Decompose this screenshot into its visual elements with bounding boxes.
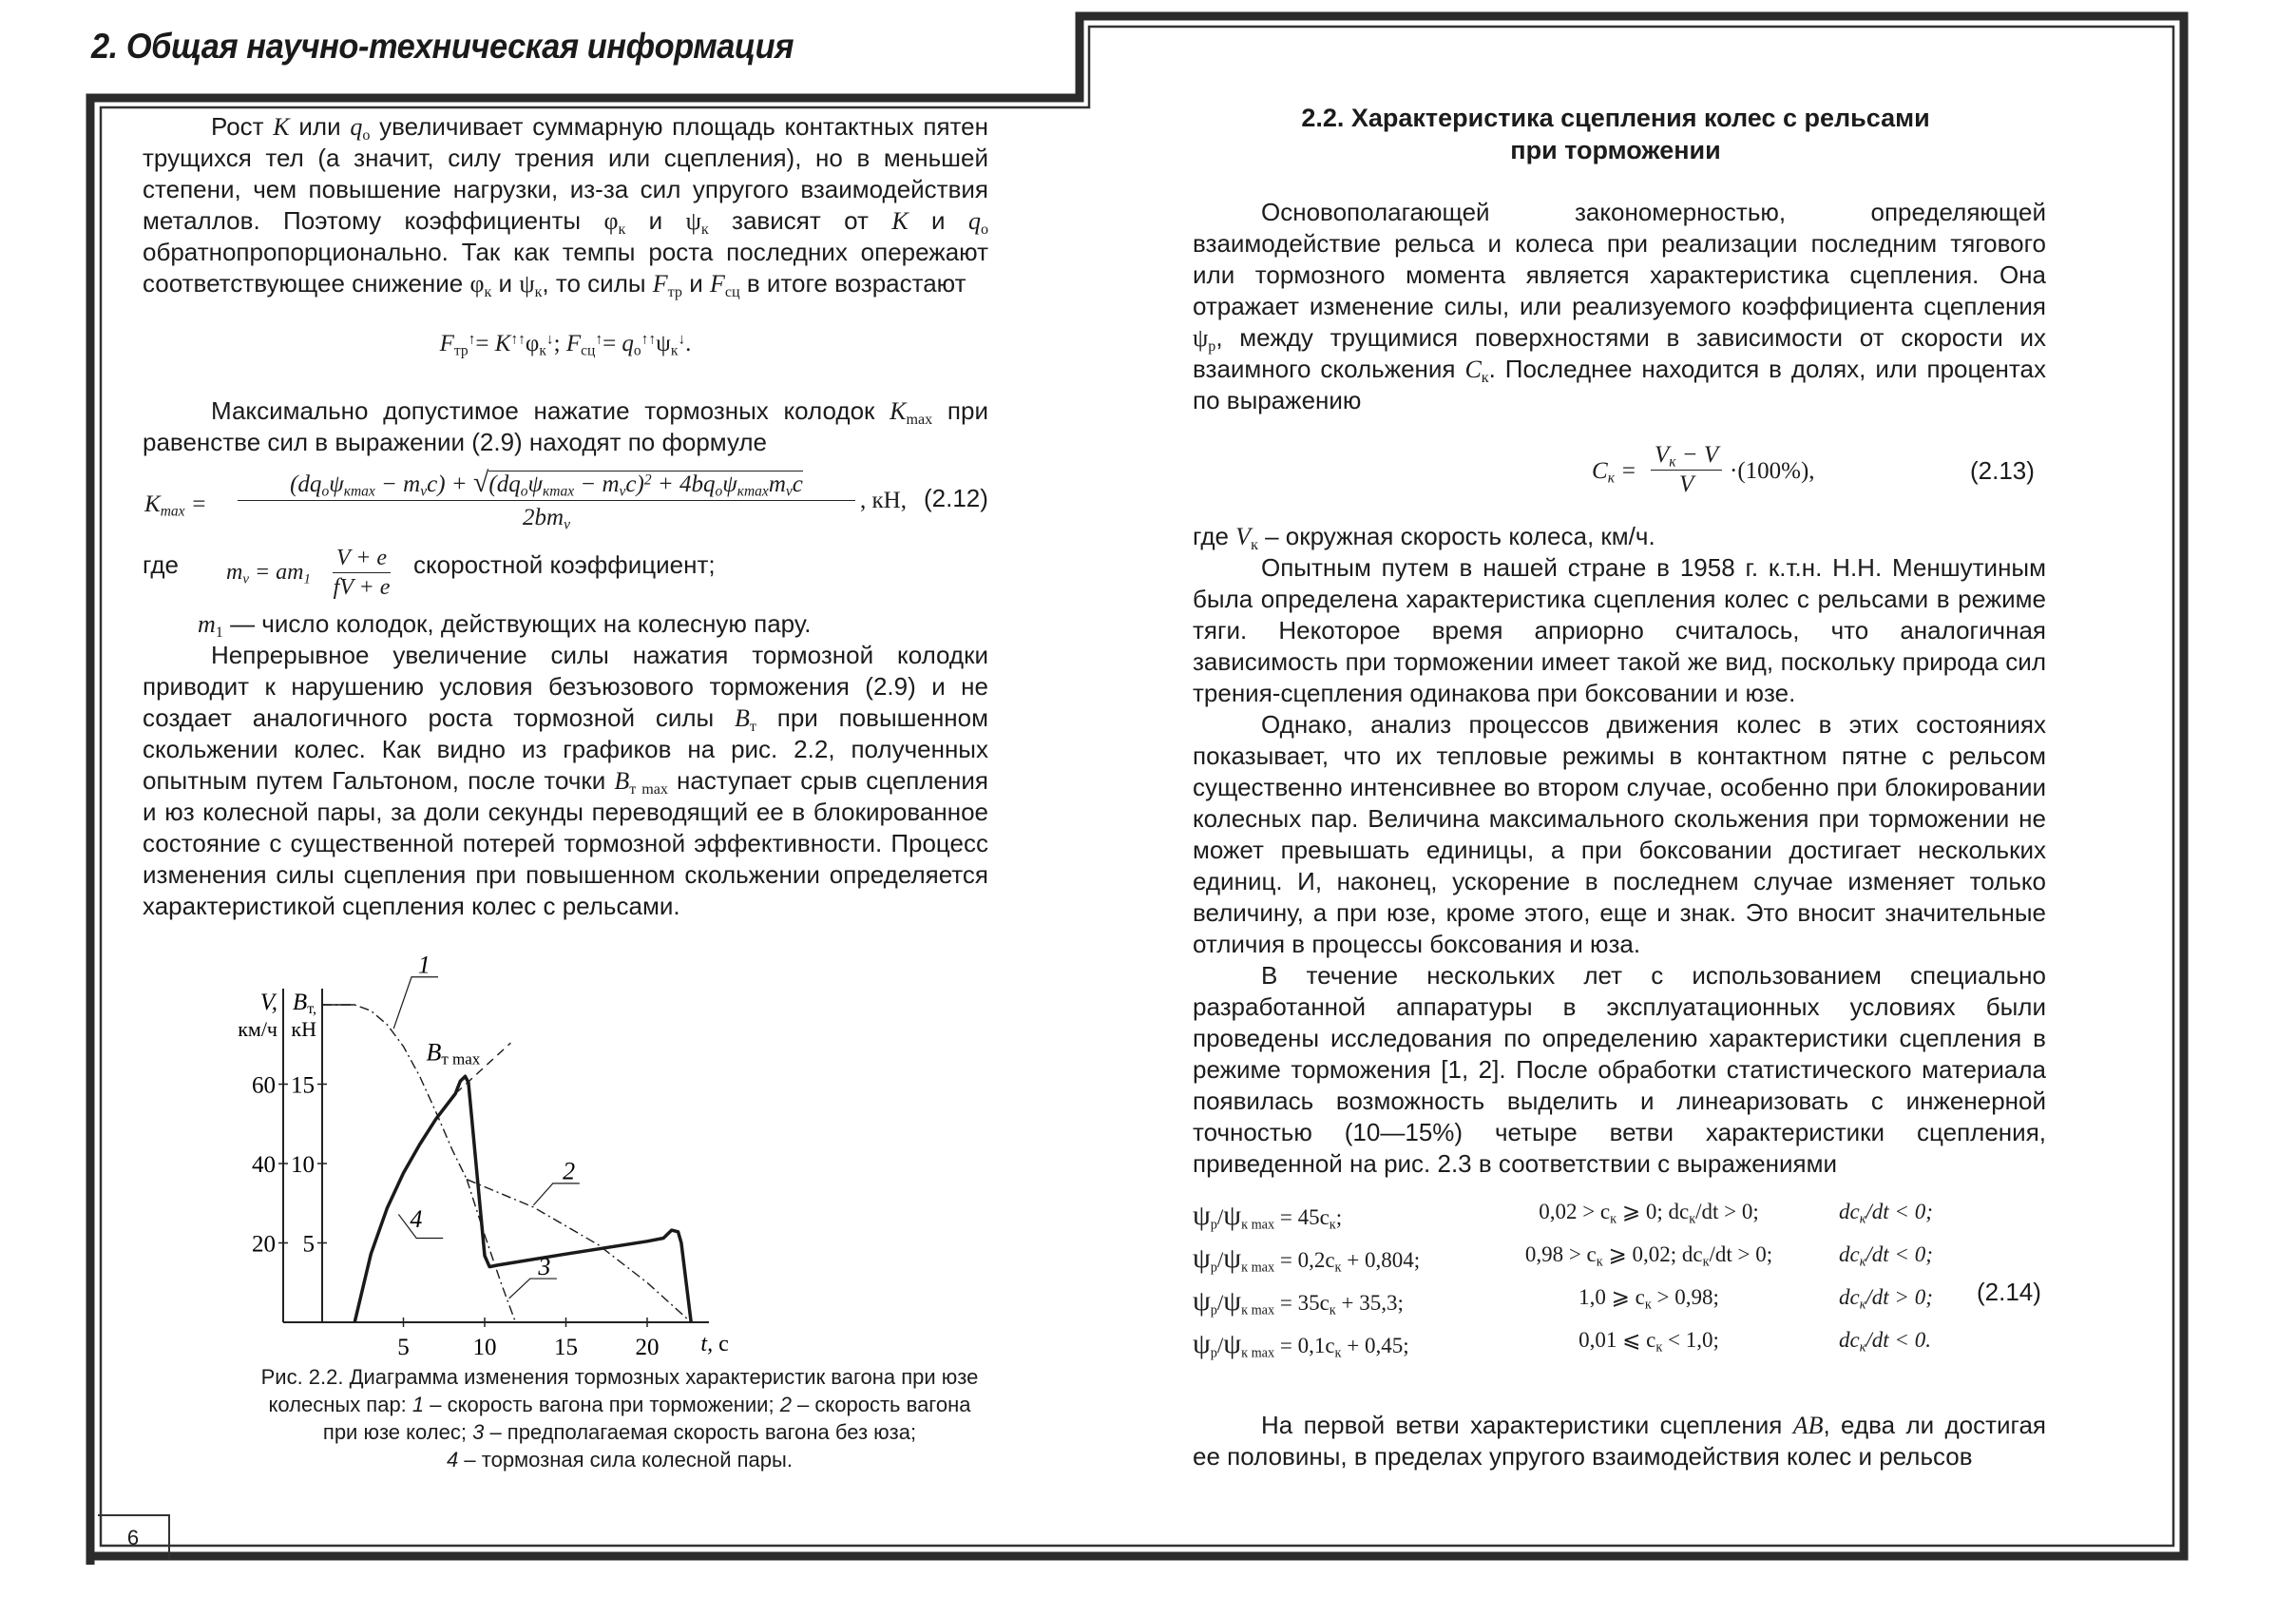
equation-lhs: $\psi_р/\psi_{к max} = 0,1c_к + 0,45$; (1193, 1328, 1409, 1361)
equation-condition: $0,98 > c_к$ ⩾ 0,02; $dc_к/dt > 0$; (1524, 1242, 1773, 1270)
equation-derivative: $dc_к/dt < 0$; (1839, 1200, 1933, 1227)
equation-derivative: $dc_к/dt < 0$; (1839, 1242, 1933, 1270)
equation-number: (2.12) (924, 484, 988, 512)
section-title-line2: при торможении (1510, 136, 1721, 164)
equation-condition: $0,02 > c_к$ ⩾ 0; $dc_к/dt > 0$; (1539, 1200, 1759, 1227)
v-tick-label: 40 (252, 1152, 276, 1178)
equation-row (1193, 1242, 2029, 1280)
paragraph: Однако, анализ процессов движения колес в этих состояниях показывает, что их тепловые режимы в контактном пятне с рельсом существенно интенсивнее во втором случае, особенно при блокировании колесных пар. Величина максимального скольжения при торможении не может превышать единицы, а при боксовании достигает нескольких единиц. И, наконец, ускорение в последнем случае изменяет только величину, а при юзе, кроме этого, еще и знак. Это вносит значительные отличия в процессы боксования и юза. (1193, 710, 2046, 958)
v-tick-label: 60 (252, 1072, 276, 1099)
mv-lhs: $m_v = am_1$ (226, 560, 311, 587)
b-axis-unit: кН (291, 1017, 316, 1041)
figure-caption: Рис. 2.2. Диаграмма изменения тормозных характеристик вагона при юзе колесных пар: 1 – скорость вагона при торможении; 2 – скорость вагона при юзе колес; 3 – предполагаемая скорость вагона без юза; 4 – тормозная сила колесной пары. (260, 1365, 979, 1472)
v-axis-unit: км/ч (238, 1017, 277, 1041)
equation-number: (2.14) (1977, 1278, 2041, 1306)
equation-row (1193, 1285, 2029, 1323)
b-tick-label: 10 (291, 1152, 315, 1178)
ck-lhs: $C_к$ = (1592, 458, 1637, 487)
b-tick-label: 5 (302, 1231, 315, 1258)
right-column-middle (1193, 521, 2046, 1180)
x-tick-label: 15 (554, 1335, 578, 1360)
equation-number: (2.13) (1970, 456, 2035, 485)
formula-forces: $F_{тр}^↑= K^{↑↑}\varphi_к^↓$; $F_{сц}^↑= q_o^{↑↑}\psi_к^↓$. (439, 331, 692, 359)
formula-mv (143, 546, 988, 608)
v-tick-label: 20 (252, 1231, 276, 1258)
ck-tail: ·(100%), (1730, 458, 1815, 484)
paragraph: Максимально допустимое нажатие тормозных колодок $K_{max}$ при равенстве сил в выражении (2.9) находят по формуле (143, 396, 988, 456)
v-axis-title: V, (259, 990, 277, 1015)
b-axis-title: Bт, (292, 990, 316, 1017)
series-1 (322, 1005, 467, 1180)
paragraph: Непрерывное увеличение силы нажатия тормозной колодки приводит к нарушению условия безъюзового торможения (2.9) и не создает аналогичного роста тормозной силы $B_т$ при повышенном скольжении колес. Как видно из графиков на рис. 2.2, полученных опытным путем Гальтоном, после точки $B_{т max}$ наступает срыв сцепления и юз колесной пары, за доли секунды переводящий ее в блокированное состояние с существенной потерей тормозной эффективности. Процесс изменения силы сцепления при повышенном скольжении определяется характеристикой сцепления колес с рельсами. (143, 641, 989, 920)
where-label: где (143, 550, 179, 579)
equation-condition: 1,0 ⩾ $c_к > 0,98$; (1578, 1285, 1719, 1313)
equation-derivative: $dc_к/dt > 0$; (1839, 1285, 1933, 1313)
series-label-1: 1 (417, 951, 430, 979)
paragraph: Рост K или $q_o$ увеличивает суммарную площадь контактных пятен трущихся тел (а значит, силу трения или сцепления), но в меньшей степени, чем повышение нагрузки, из-за сил упругого взаимодействия металлов. Поэтому коэффициенты $\varphi_к$ и $\psi_к$ зависят от K и $q_o$ обратнопропорционально. Так как темпы роста последних опережают соответствующее снижение $\varphi_к$ и $\psi_к$, то силы $F_{тр}$ и $F_{сц}$ в итоге возрастают (143, 112, 988, 300)
equation-lhs: $\psi_р/\psi_{к max} = 45c_к$; (1193, 1200, 1343, 1233)
equation-condition: 0,01 ⩽ $c_к < 1,0$; (1578, 1328, 1719, 1356)
figure-2-2-chart (228, 951, 1007, 1360)
formula-kmax (143, 466, 988, 542)
chart-axes (278, 989, 709, 1327)
formula-unit: , кН, (860, 488, 907, 513)
chapter-title: 2. Общая научно-техническая информация (91, 27, 794, 66)
equation-row (1193, 1200, 2029, 1238)
formula-lhs: $K_{max}$ = (144, 491, 207, 520)
formula-denominator: $2bm_v$ (523, 505, 570, 533)
right-column-top (1193, 197, 2046, 416)
series-label-4: 4 (410, 1204, 423, 1233)
btmax-annotation: Bт max (426, 1038, 481, 1068)
paragraph: Опытным путем в нашей стране в 1958 г. к.т.н. Н.Н. Меншутиным была определена характеристика сцепления колес с рельсами в режиме тяги. Некоторое время априорно считалось, что аналогичная зависимость при торможении имеет такой же вид, поскольку природа сил трения-сцепления одинакова при боксовании и юзе. (1193, 553, 2046, 707)
t-axis-title: t, c (700, 1332, 729, 1356)
equation-lhs: $\psi_р/\psi_{к max} = 35c_к + 35,3$; (1193, 1285, 1404, 1318)
paragraph: В течение нескольких лет с использованием специально разработанной аппаратуры в эксплуатационных условиях были проведены исследования по определению характеристики сцепления в режиме торможения [1, 2]. После обработки статистического материала появилась возможность выделить и линеаризовать с инженерной точностью (10—15%) четыре ветви характеристики сцепления, приведенной на рис. 2.3 в соответствии с выражениями (1193, 961, 2046, 1178)
mv-description: скоростной коэффициент; (413, 550, 716, 579)
b-tick-label: 15 (291, 1072, 315, 1099)
leader-line-3 (509, 1279, 557, 1299)
right-column-bottom (1193, 1410, 2046, 1472)
section-title (1226, 102, 2005, 166)
x-tick-label: 10 (472, 1335, 497, 1360)
m1-definition: $m_1$ — число колодок, действующих на колесную пару. (198, 609, 812, 641)
equation-lhs: $\psi_р/\psi_{к max} = 0,2c_к + 0,804$; (1193, 1242, 1421, 1276)
chart-labels (238, 952, 729, 1360)
paragraph: На первой ветви характеристики сцепления AB, едва ли достигая ее половины, в пределах упругого взаимодействия колес и рельсов (1193, 1411, 2046, 1471)
left-column (143, 111, 988, 922)
series-label-2: 2 (563, 1157, 576, 1185)
chart-series (322, 1005, 691, 1322)
mv-fraction: $\frac{V + e}{fV + e}$ (333, 546, 391, 600)
x-tick-label: 20 (635, 1335, 660, 1360)
section-title-line1: 2.2. Характеристика сцепления колес с рельсами (1301, 104, 1930, 132)
paragraph: Основополагающей закономерностью, определяющей взаимодействие рельса и колеса при реализации последним тягового или тормозного момента является характеристика сцепления. Она отражает изменение силы, или реализуемого коэффициента сцепления $\psi_р$, между трущимися поверхностями в зависимости от скорости их взаимного скольжения $C_к$. Последнее находится в долях, или процентах по выражению (1193, 198, 2046, 414)
page-number: 6 (98, 1514, 170, 1559)
series-3 (467, 1180, 515, 1322)
vk-definition: где $V_к$ – окружная скорость колеса, км/ч. (1193, 522, 1655, 553)
leader-line-1 (393, 977, 438, 1029)
ck-fraction: $V_к - V$ V (1651, 441, 1722, 499)
formula-ck (1193, 435, 2046, 511)
equation-row (1193, 1328, 2029, 1366)
equation-derivative: $dc_к/dt < 0$. (1839, 1328, 1931, 1356)
leader-line-2 (533, 1183, 580, 1205)
x-tick-label: 5 (397, 1335, 410, 1360)
formula-numerator: $(dq_o\psi_{кmax} - m_vc) + √(dq_o\psi_{кmax} - m_vc)^2 + 4bq_o\psi_{кmax}m_vc$ (238, 468, 855, 501)
series-label-3: 3 (538, 1252, 551, 1280)
